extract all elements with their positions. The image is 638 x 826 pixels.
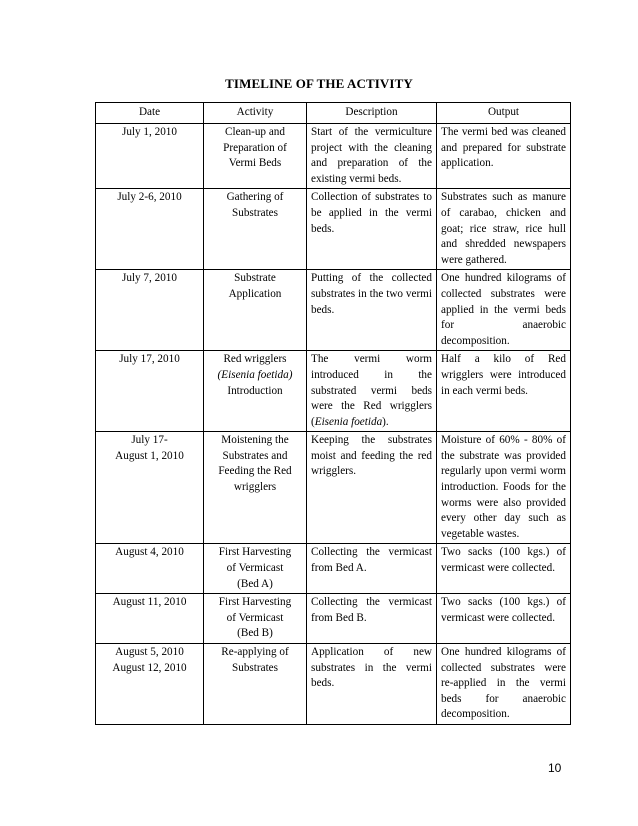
activity-line: Introduction <box>227 384 283 397</box>
activity-line: Vermi Beds <box>228 157 282 170</box>
date-line: August 4, 2010 <box>115 546 184 559</box>
table-row <box>96 644 571 725</box>
activity-line: Moistening the <box>221 434 289 447</box>
activity-line: of Vermicast <box>226 562 284 575</box>
header-date: Date <box>96 103 204 124</box>
date-cell <box>96 270 204 351</box>
activity-line: Feeding the Red <box>218 465 292 478</box>
output-cell: Half a kilo of Red wrigglers were introduced in each vermi beds. <box>437 351 571 432</box>
activity-cell <box>204 351 307 432</box>
date-line: July 17, 2010 <box>119 353 180 366</box>
page-title: TIMELINE OF THE ACTIVITY <box>225 76 413 91</box>
date-cell <box>96 594 204 644</box>
description-cell: The vermi worm introduced in the substrated vermi beds were the Red wrigglers (Eisenia foetida). <box>307 351 437 432</box>
date-line: July 2-6, 2010 <box>117 191 182 204</box>
table-row <box>96 189 571 270</box>
activity-cell <box>204 189 307 270</box>
table-row <box>96 351 571 432</box>
activity-line: Clean-up and <box>225 126 285 138</box>
description-cell: Collecting the vermicast from Bed B. <box>307 594 437 644</box>
output-cell: Substrates such as manure of carabao, chicken and goat; rice straw, rice hull and shredded newspapers were gathered. <box>437 189 571 270</box>
table-header-row <box>96 103 571 124</box>
activity-line: Substrates and <box>222 449 288 462</box>
table-row <box>96 124 571 189</box>
activity-line: First Harvesting <box>218 546 292 559</box>
description-cell: Application of new substrates in the vermi beds. <box>307 644 437 725</box>
page-number: 10 <box>548 761 562 775</box>
date-line: July 7, 2010 <box>121 272 177 285</box>
date-line: August 1, 2010 <box>115 449 184 462</box>
date-line: July 17- <box>131 434 168 447</box>
description-cell: Putting of the collected substrates in the two vermi beds. <box>307 270 437 351</box>
date-cell <box>96 189 204 270</box>
description-cell: Start of the vermiculture project with the cleaning and preparation of the existing vermi beds. <box>307 124 437 189</box>
activity-line: Substrates <box>232 206 278 219</box>
activity-line: Substrate <box>234 272 276 285</box>
activity-line: (Bed A) <box>237 577 273 590</box>
activity-line: Gathering of <box>226 191 284 204</box>
table-row <box>96 544 571 594</box>
activity-line: First Harvesting <box>218 596 292 609</box>
output-cell: One hundred kilograms of collected substrates were applied in the vermi beds for anaerobic decomposition. <box>437 270 571 351</box>
header-description: Description <box>307 103 437 124</box>
output-cell: Two sacks (100 kgs.) of vermicast were collected. <box>437 594 571 644</box>
activity-cell <box>204 594 307 644</box>
activity-line: Preparation of <box>223 141 287 154</box>
header-output: Output <box>437 103 571 124</box>
date-cell <box>96 644 204 725</box>
output-cell: Moisture of 60% - 80% of the substrate was provided regularly upon vermi worm introduction. Foods for the worms were also provided every other day such as vegetable wastes. <box>437 432 571 544</box>
activity-cell <box>204 270 307 351</box>
activity-line: Application <box>228 287 282 300</box>
date-cell <box>96 124 204 189</box>
activity-cell <box>204 432 307 544</box>
activity-line: Substrates <box>232 661 278 674</box>
output-cell: One hundred kilograms of collected substrates were re-applied in the vermi beds for anaerobic decomposition. <box>437 644 571 725</box>
date-line: July 1, 2010 <box>121 126 177 138</box>
date-cell <box>96 432 204 544</box>
date-line: August 11, 2010 <box>112 596 187 609</box>
description-cell: Keeping the substrates moist and feeding the red wrigglers. <box>307 432 437 544</box>
activity-line: of Vermicast <box>226 611 284 624</box>
activity-line: Re-applying of <box>221 646 289 658</box>
output-cell: Two sacks (100 kgs.) of vermicast were collected. <box>437 544 571 594</box>
output-cell: The vermi bed was cleaned and prepared for substrate application. <box>437 124 571 189</box>
activity-cell <box>204 124 307 189</box>
timeline-table <box>95 102 571 725</box>
species-name: Eisenia foetida <box>314 415 383 428</box>
date-line: August 12, 2010 <box>112 661 187 674</box>
table-row <box>96 270 571 351</box>
description-cell: Collection of substrates to be applied in the vermi beds. <box>307 189 437 270</box>
activity-cell <box>204 644 307 725</box>
activity-line: wrigglers <box>233 481 277 494</box>
date-line: August 5, 2010 <box>115 646 184 658</box>
table-row <box>96 432 571 544</box>
header-activity: Activity <box>204 103 307 124</box>
date-cell <box>96 351 204 432</box>
table-row <box>96 594 571 644</box>
activity-line: Red wrigglers <box>223 353 287 366</box>
date-cell <box>96 544 204 594</box>
activity-cell <box>204 544 307 594</box>
description-cell: Collecting the vermicast from Bed A. <box>307 544 437 594</box>
activity-line: (Bed B) <box>237 627 273 640</box>
activity-line-species: (Eisenia foetida) <box>217 368 293 381</box>
